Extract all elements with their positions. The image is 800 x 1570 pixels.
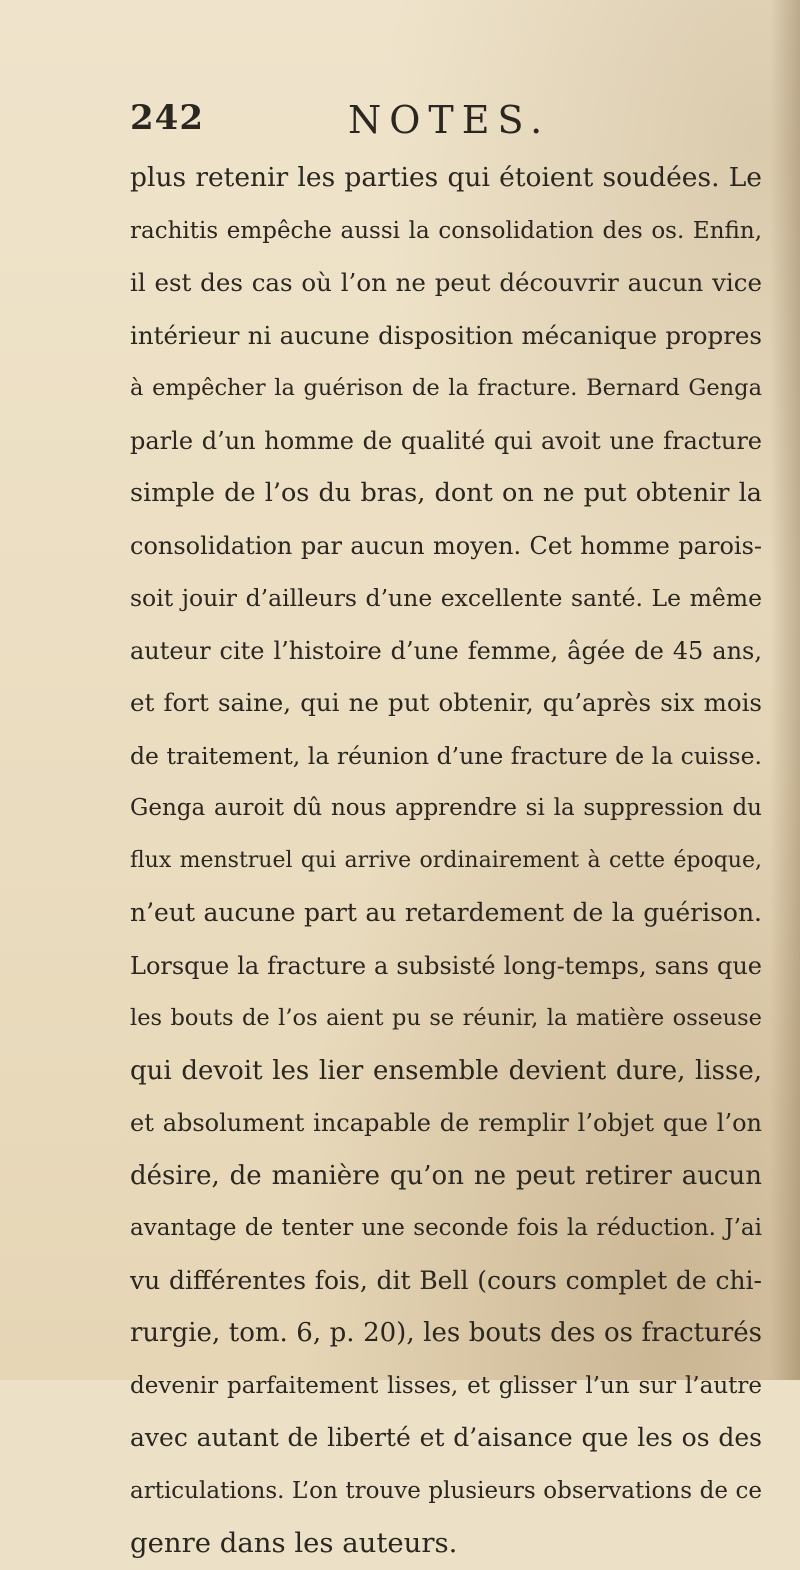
text-line: Genga auroit dû nous apprendre si la suppression du	[130, 795, 762, 821]
text-line: rachitis empêche aussi la consolidation des os. Enfin,	[130, 217, 762, 244]
text-line: rurgie, tom. 6, p. 20), les bouts des os fracturés	[130, 1318, 762, 1348]
text-line: avec autant de liberté et d’aisance que les os des	[130, 1423, 762, 1452]
text-line-last: genre dans les auteurs.	[130, 1527, 458, 1559]
text-line: les bouts de l’os aient pu se réunir, la matière osseuse	[130, 1005, 762, 1031]
text-line: désire, de manière qu’on ne peut retirer aucun	[130, 1160, 762, 1191]
text-line: il est des cas où l’on ne peut découvrir aucun vice	[130, 268, 762, 297]
text-line: intérieur ni aucune disposition mécanique propres	[130, 320, 762, 350]
text-line: et fort saine, qui ne put obtenir, qu’après six mois	[130, 688, 762, 717]
text-line: soit jouir d’ailleurs d’une excellente santé. Le même	[130, 584, 762, 612]
text-line: et absolument incapable de remplir l’objet que l’on	[130, 1109, 762, 1137]
text-line: auteur cite l’histoire d’une femme, âgée de 45 ans,	[130, 636, 762, 665]
text-line: vu différentes fois, dit Bell (cours complet de chi-	[130, 1265, 762, 1295]
text-line: articulations. L’on trouve plusieurs observations de ce	[130, 1477, 762, 1504]
text-line: simple de l’os du bras, dont on ne put obtenir la	[130, 478, 762, 508]
text-line: devenir parfaitement lisses, et glisser l’un sur l’autre	[130, 1372, 762, 1399]
text-line: à empêcher la guérison de la fracture. Bernard Genga	[130, 375, 762, 401]
text-line: consolidation par aucun moyen. Cet homme parois-	[130, 531, 762, 560]
text-line: plus retenir les parties qui étoient soudées. Le	[130, 162, 762, 193]
header-title: NOTES.	[348, 98, 551, 142]
text-line: qui devoit les lier ensemble devient dure, lisse,	[130, 1055, 762, 1086]
page-number: 242	[130, 98, 204, 138]
text-line: de traitement, la réunion d’une fracture de la cuisse.	[130, 741, 762, 770]
running-head	[130, 98, 690, 148]
text-line: flux menstruel qui arrive ordinairement à cette époque,	[130, 847, 762, 873]
text-line: n’eut aucune part au retardement de la guérison.	[130, 898, 762, 927]
body-text	[130, 152, 762, 1570]
text-line: parle d’un homme de qualité qui avoit une fracture	[130, 426, 762, 455]
page-edge-shadow	[770, 0, 800, 1380]
text-line: Lorsque la fracture a subsisté long-temps, sans que	[130, 951, 762, 980]
text-line: avantage de tenter une seconde fois la réduction. J’ai	[130, 1215, 762, 1241]
